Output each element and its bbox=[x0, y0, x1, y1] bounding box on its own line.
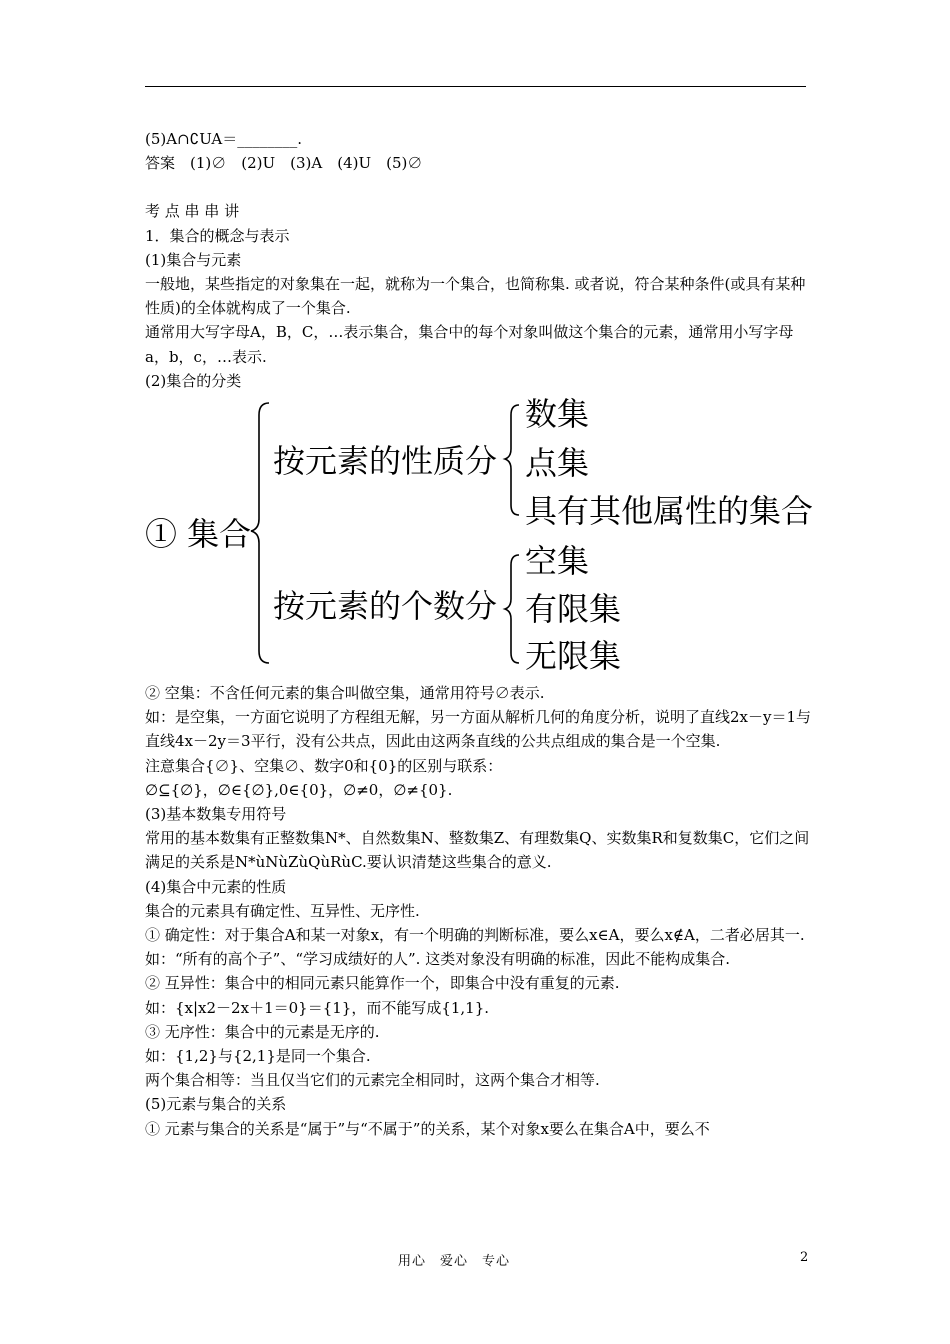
header-rule bbox=[145, 86, 806, 87]
paragraph-note: 注意集合{∅}、空集∅、数字0和{0}的区别与联系： bbox=[145, 756, 503, 775]
section-title: 考 点 串 串 讲 bbox=[145, 202, 240, 221]
set-classification-diagram bbox=[145, 397, 817, 675]
main-brace bbox=[251, 403, 269, 663]
exercise-line: (5)A∩∁UA＝________. bbox=[145, 130, 302, 148]
group1-label: 按元素的性质分 bbox=[273, 442, 498, 481]
group2-item-finite-set: 有限集 bbox=[525, 590, 622, 629]
page-number: 2 bbox=[800, 1250, 809, 1265]
group1-item-other-set: 具有其他属性的集合 bbox=[525, 492, 814, 531]
group1-item-point-set: 点集 bbox=[525, 444, 590, 483]
subheading-number-sets: (3)基本数集专用符号 bbox=[145, 805, 287, 824]
group2-item-empty-set: 空集 bbox=[525, 542, 590, 581]
paragraph-unordered: ③ 无序性：集合中的元素是无序的. bbox=[145, 1022, 380, 1041]
lower-brace bbox=[505, 555, 519, 663]
subheading-element-set-relation: (5)元素与集合的关系 bbox=[145, 1095, 287, 1114]
paragraph-set-equality: 两个集合相等：当且仅当它们的元素完全相同时，这两个集合才相等. bbox=[145, 1071, 600, 1090]
group2-label: 按元素的个数分 bbox=[273, 587, 498, 626]
heading-concept: 1．集合的概念与表示 bbox=[145, 226, 290, 245]
subheading-classification: (2)集合的分类 bbox=[145, 371, 242, 390]
upper-brace bbox=[505, 405, 519, 515]
paragraph-determinacy: ① 确定性：对于集合A和某一对象x，有一个明确的判断标准，要么x∈A，要么x∉A，二者必居其一. bbox=[145, 926, 805, 945]
paragraph-number-sets: 常用的基本数集有正整数集N*、自然数集N、整数集Z、有理数集Q、实数集R和复数集C，它们之间满足的关系是N*ùNùZùQùRùC.要认识清楚这些集合的意义. bbox=[145, 829, 810, 872]
group2-item-infinite-set: 无限集 bbox=[525, 637, 622, 676]
paragraph-determinacy-example: 如：“所有的高个子”、“学习成绩好的人”. 这类对象没有明确的标准，因此不能构成集合. bbox=[145, 950, 730, 969]
document-body bbox=[145, 127, 817, 1141]
subheading-set-element: (1)集合与元素 bbox=[145, 250, 242, 269]
paragraph-notation: 通常用大写字母A，B，C，…表示集合，集合中的每个对象叫做这个集合的元素，通常用小写字母a，b，c，…表示. bbox=[145, 323, 794, 366]
paragraph-unordered-example: 如：{1,2}与{2,1}是同一个集合. bbox=[145, 1047, 371, 1066]
paragraph-distinctness: ② 互异性：集合中的相同元素只能算作一个，即集合中没有重复的元素. bbox=[145, 974, 620, 993]
paragraph-empty-set-example: 如：是空集，一方面它说明了方程组无解，另一方面从解析几何的角度分析，说明了直线2x－y＝1与直线4x－2y＝3平行，没有公共点，因此由这两条直线的公共点组成的集合是一个空集. bbox=[145, 708, 812, 751]
paragraph-distinctness-example: 如：{x|x2－2x＋1＝0}＝{1}，而不能写成{1,1}. bbox=[145, 998, 490, 1017]
paragraph-definition: 一般地，某些指定的对象集在一起，就称为一个集合，也简称集. 或者说，符合某种条件(或具有某种性质)的全体就构成了一个集合. bbox=[145, 275, 806, 318]
subheading-properties: (4)集合中元素的性质 bbox=[145, 877, 287, 896]
paragraph-membership: ① 元素与集合的关系是“属于”与“不属于”的关系，某个对象x要么在集合A中，要么不 bbox=[145, 1119, 710, 1138]
paragraph-relations: ∅⊆{∅}，∅∈{∅},0∈{0}，∅≠0，∅≠{0}. bbox=[145, 780, 453, 799]
answer-line: 答案 (1)∅ (2)U (3)A (4)U (5)∅ bbox=[145, 154, 423, 173]
paragraph-properties: 集合的元素具有确定性、互异性、无序性. bbox=[145, 901, 420, 920]
paragraph-empty-set: ② 空集：不含任何元素的集合叫做空集，通常用符号∅表示. bbox=[145, 684, 545, 703]
group1-item-number-set: 数集 bbox=[525, 395, 590, 434]
diagram-root: ① 集合 bbox=[145, 515, 252, 554]
footer-motto: 用心 爱心 专心 bbox=[398, 1254, 511, 1269]
